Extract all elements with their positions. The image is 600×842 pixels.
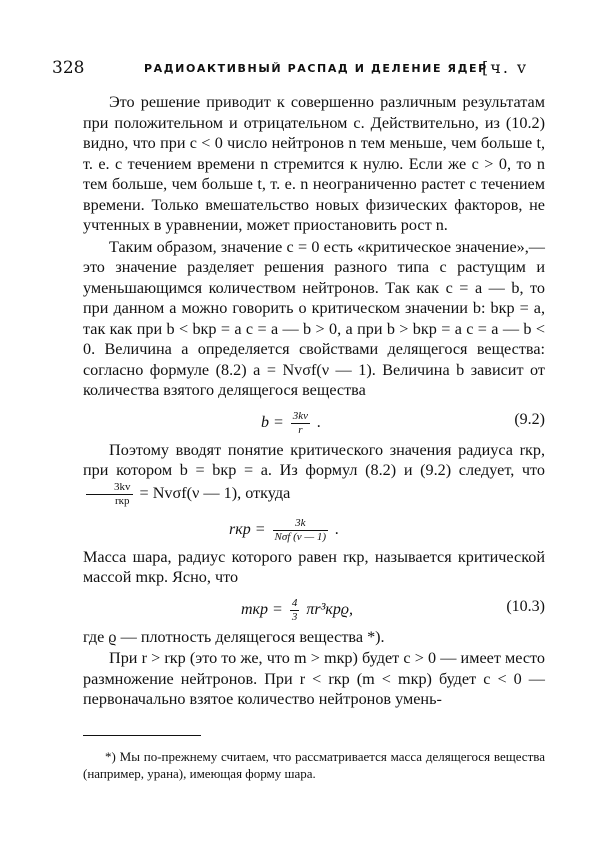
main-text xyxy=(83,92,545,711)
eq3-fraction xyxy=(290,597,300,624)
paragraph-3-end: = Nvσf(ν — 1), откуда xyxy=(139,483,291,502)
equation-10-3-body xyxy=(241,597,353,624)
eq3-numerator: 4 xyxy=(291,596,298,609)
eq1-fraction xyxy=(291,410,310,437)
paragraph-5: где ϱ — плотность делящегося вещества *). xyxy=(83,627,385,646)
footnote xyxy=(83,748,545,782)
equation-9-2-body xyxy=(261,410,321,437)
eq3-denominator: 3 xyxy=(291,610,298,623)
equation-critical-radius xyxy=(83,509,545,547)
paragraph-2: Таким образом, значение c = 0 есть «критическое значение»,— это значение разделяет решения разного типа с растущим и уменьшающимся количеством нейтронов. Так как c = a — b, то при данном a можно говорить о критическом значении b: bкр = a, так как при b < bкр = a c = a — b > 0, а при b > bкр = a c = a — b < 0. Величина a определяется свойствами делящегося вещества: согласно формуле (8.2) a = Nvσf(ν — 1). Величина b зависит от количества взятого делящегося вещества xyxy=(83,237,545,399)
eq2-denominator: Nσf (ν — 1) xyxy=(274,530,327,543)
inline-fraction xyxy=(86,481,133,508)
equation-9-2-label: (9.2) xyxy=(514,410,545,428)
eq3-lhs: mкр = xyxy=(241,600,283,618)
eq1-tail: . xyxy=(317,413,322,431)
eq1-denominator: r xyxy=(298,423,303,436)
inline-fraction-numerator: 3kv xyxy=(86,481,133,495)
eq2-tail: . xyxy=(335,520,340,538)
equation-critical-radius-body xyxy=(229,517,339,544)
eq1-numerator: 3kv xyxy=(292,409,309,422)
eq1-lhs: b = xyxy=(261,413,284,431)
eq3-tail: πr³крϱ, xyxy=(306,600,353,618)
equation-10-3-label: (10.3) xyxy=(506,597,545,615)
inline-fraction-denominator: rкр xyxy=(114,494,130,507)
paragraph-4: Масса шара, радиус которого равен rкр, называется критической массой mкр. Ясно, что xyxy=(83,547,545,586)
footnote-text: *) Мы по-прежнему считаем, что рассматривается масса делящегося вещества (например, урана), имеющая форму шара. xyxy=(83,749,545,781)
paragraph-3 xyxy=(83,440,545,508)
paragraph-1: Это решение приводит к совершенно различным результатам при положительном и отрицательном c. Действительно, из (10.2) видно, что при c < 0 число нейтронов n тем меньше, чем больше t, т. е. с течением времени n стремится к нулю. Если же c > 0, то n тем больше, чем больше t, т. е. n неограниченно растет с течением времени. Только вмешательство новых физических факторов, не учтенных в уравнении, может приостановить рост n. xyxy=(83,93,545,234)
eq2-numerator: 3k xyxy=(273,517,329,531)
eq2-lhs: rкр = xyxy=(229,520,266,538)
running-title: РАДИОАКТИВНЫЙ РАСПАД И ДЕЛЕНИЕ ЯДЕР xyxy=(144,62,488,75)
page-number: 328 xyxy=(52,58,85,78)
section-marker: [ч. v xyxy=(482,58,529,77)
eq2-fraction xyxy=(273,517,329,544)
equation-10-3 xyxy=(83,589,545,627)
paragraph-6: При r > rкр (это то же, что m > mкр) будет c > 0 — имеет место размножение нейтронов. При r < rкр (m < mкр) будет c < 0 — первоначально взятое количество нейтронов умень- xyxy=(83,649,545,708)
equation-9-2 xyxy=(83,402,545,440)
footnote-divider xyxy=(83,735,201,736)
paragraph-3-start: Поэтому вводят понятие критического значения радиуса rкр, при котором b = bкр = a. Из формул (8.2) и (9.2) следует, что xyxy=(83,440,545,479)
